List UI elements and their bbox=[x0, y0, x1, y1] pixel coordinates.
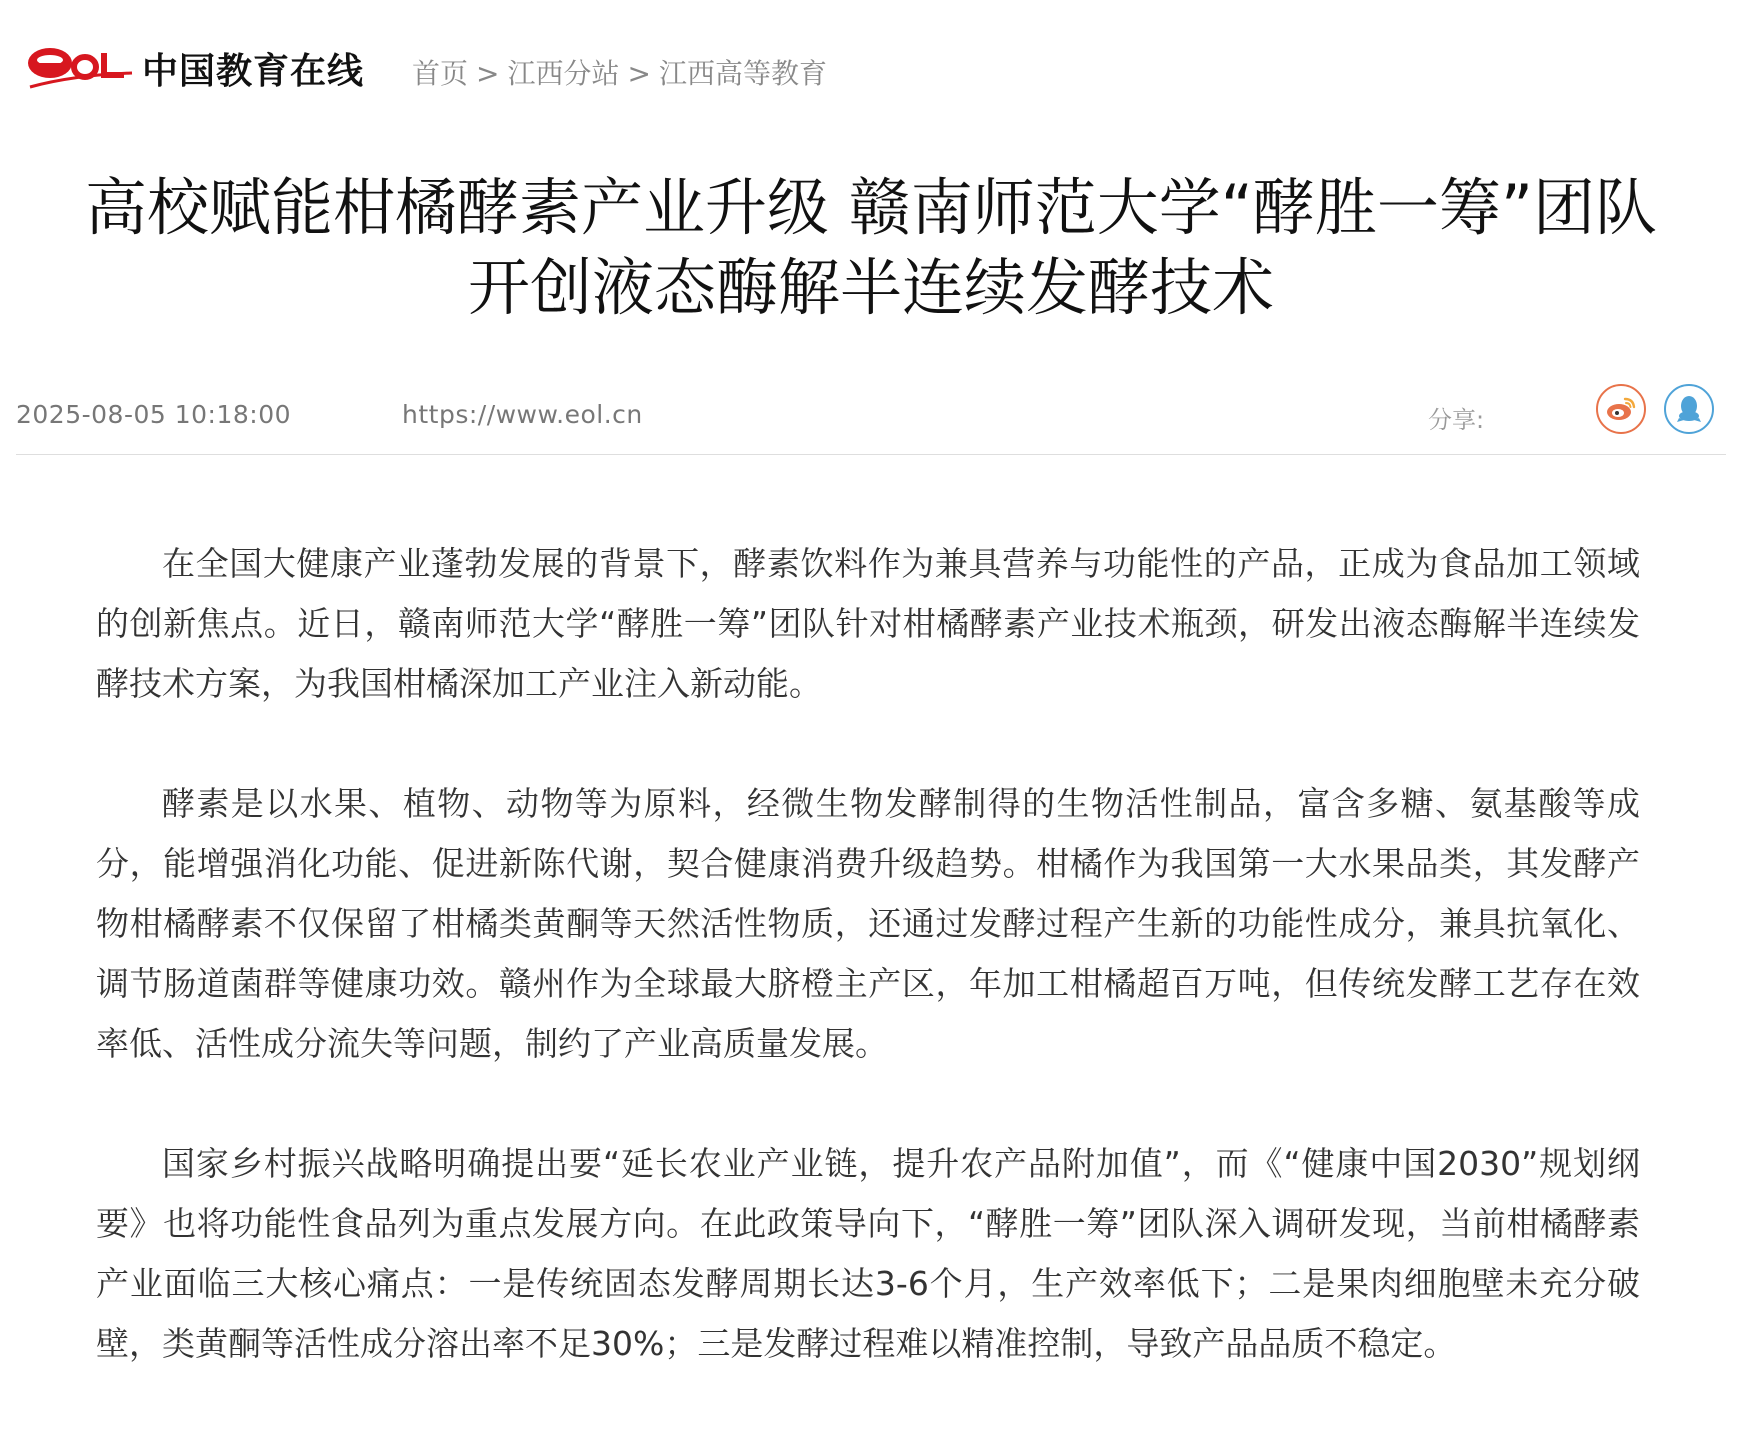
article-paragraph: 国家乡村振兴战略明确提出要“延长农业产业链，提升农产品附加值”，而《“健康中国2030”规划纲要》也将功能性食品列为重点发展方向。在此政策导向下，“酵胜一筹”团队深入调研发现，当前柑橘酵素产业面临三大核心痛点：一是传统固态发酵周期长达3-6个月，生产效率低下；二是果肉细胞壁未充分破壁，类黄酮等活性成分溶出率不足30%；三是发酵过程难以精准控制，导致产品品质不稳定。 bbox=[96, 1144, 1640, 1363]
weibo-share-button[interactable] bbox=[1596, 384, 1646, 434]
breadcrumb bbox=[412, 52, 827, 92]
share-label: 分享: bbox=[1428, 406, 1485, 434]
article-paragraph: 酵素是以水果、植物、动物等为原料，经微生物发酵制得的生物活性制品，富含多糖、氨基酸等成分，能增强消化功能、促进新陈代谢，契合健康消费升级趋势。柑橘作为我国第一大水果品类，其发酵产物柑橘酵素不仅保留了柑橘类黄酮等天然活性物质，还通过发酵过程产生新的功能性成分，兼具抗氧化、调节肠道菌群等健康功效。赣州作为全球最大脐橙主产区，年加工柑橘超百万吨，但传统发酵工艺存在效率低、活性成分流失等问题，制约了产业高质量发展。 bbox=[96, 784, 1640, 1063]
publish-date: 2025-08-05 10:18:00 bbox=[16, 400, 292, 429]
weibo-icon bbox=[1605, 395, 1637, 423]
article-body bbox=[96, 534, 1640, 1434]
site-header bbox=[24, 38, 1024, 98]
article-title-line-1: 高校赋能柑橘酵素产业升级 赣南师范大学“酵胜一筹”团队 bbox=[85, 171, 1657, 244]
breadcrumb-jiangxi-higher-ed[interactable]: 江西高等教育 bbox=[658, 57, 827, 90]
breadcrumb-separator: > bbox=[476, 57, 500, 90]
article-source: https://www.eol.cn bbox=[402, 400, 643, 429]
article-paragraph: 在全国大健康产业蓬勃发展的背景下，酵素饮料作为兼具营养与功能性的产品，正成为食品加工领域的创新焦点。近日，赣南师范大学“酵胜一筹”团队针对柑橘酵素产业技术瓶颈，研发出液态酶解半连续发酵技术方案，为我国柑橘深加工产业注入新动能。 bbox=[96, 544, 1640, 703]
breadcrumb-home[interactable]: 首页 bbox=[412, 57, 469, 90]
article-title bbox=[20, 168, 1722, 328]
qq-icon bbox=[1676, 394, 1702, 424]
breadcrumb-jiangxi[interactable]: 江西分站 bbox=[507, 57, 620, 90]
breadcrumb-separator: > bbox=[627, 57, 651, 90]
article-meta bbox=[16, 394, 1726, 455]
article-title-line-2: 开创液态酶解半连续发酵技术 bbox=[467, 251, 1274, 324]
site-name: 中国教育在线 bbox=[142, 50, 365, 92]
qq-share-button[interactable] bbox=[1664, 384, 1714, 434]
site-logo[interactable] bbox=[24, 38, 374, 98]
eol-logo-icon bbox=[24, 39, 136, 97]
